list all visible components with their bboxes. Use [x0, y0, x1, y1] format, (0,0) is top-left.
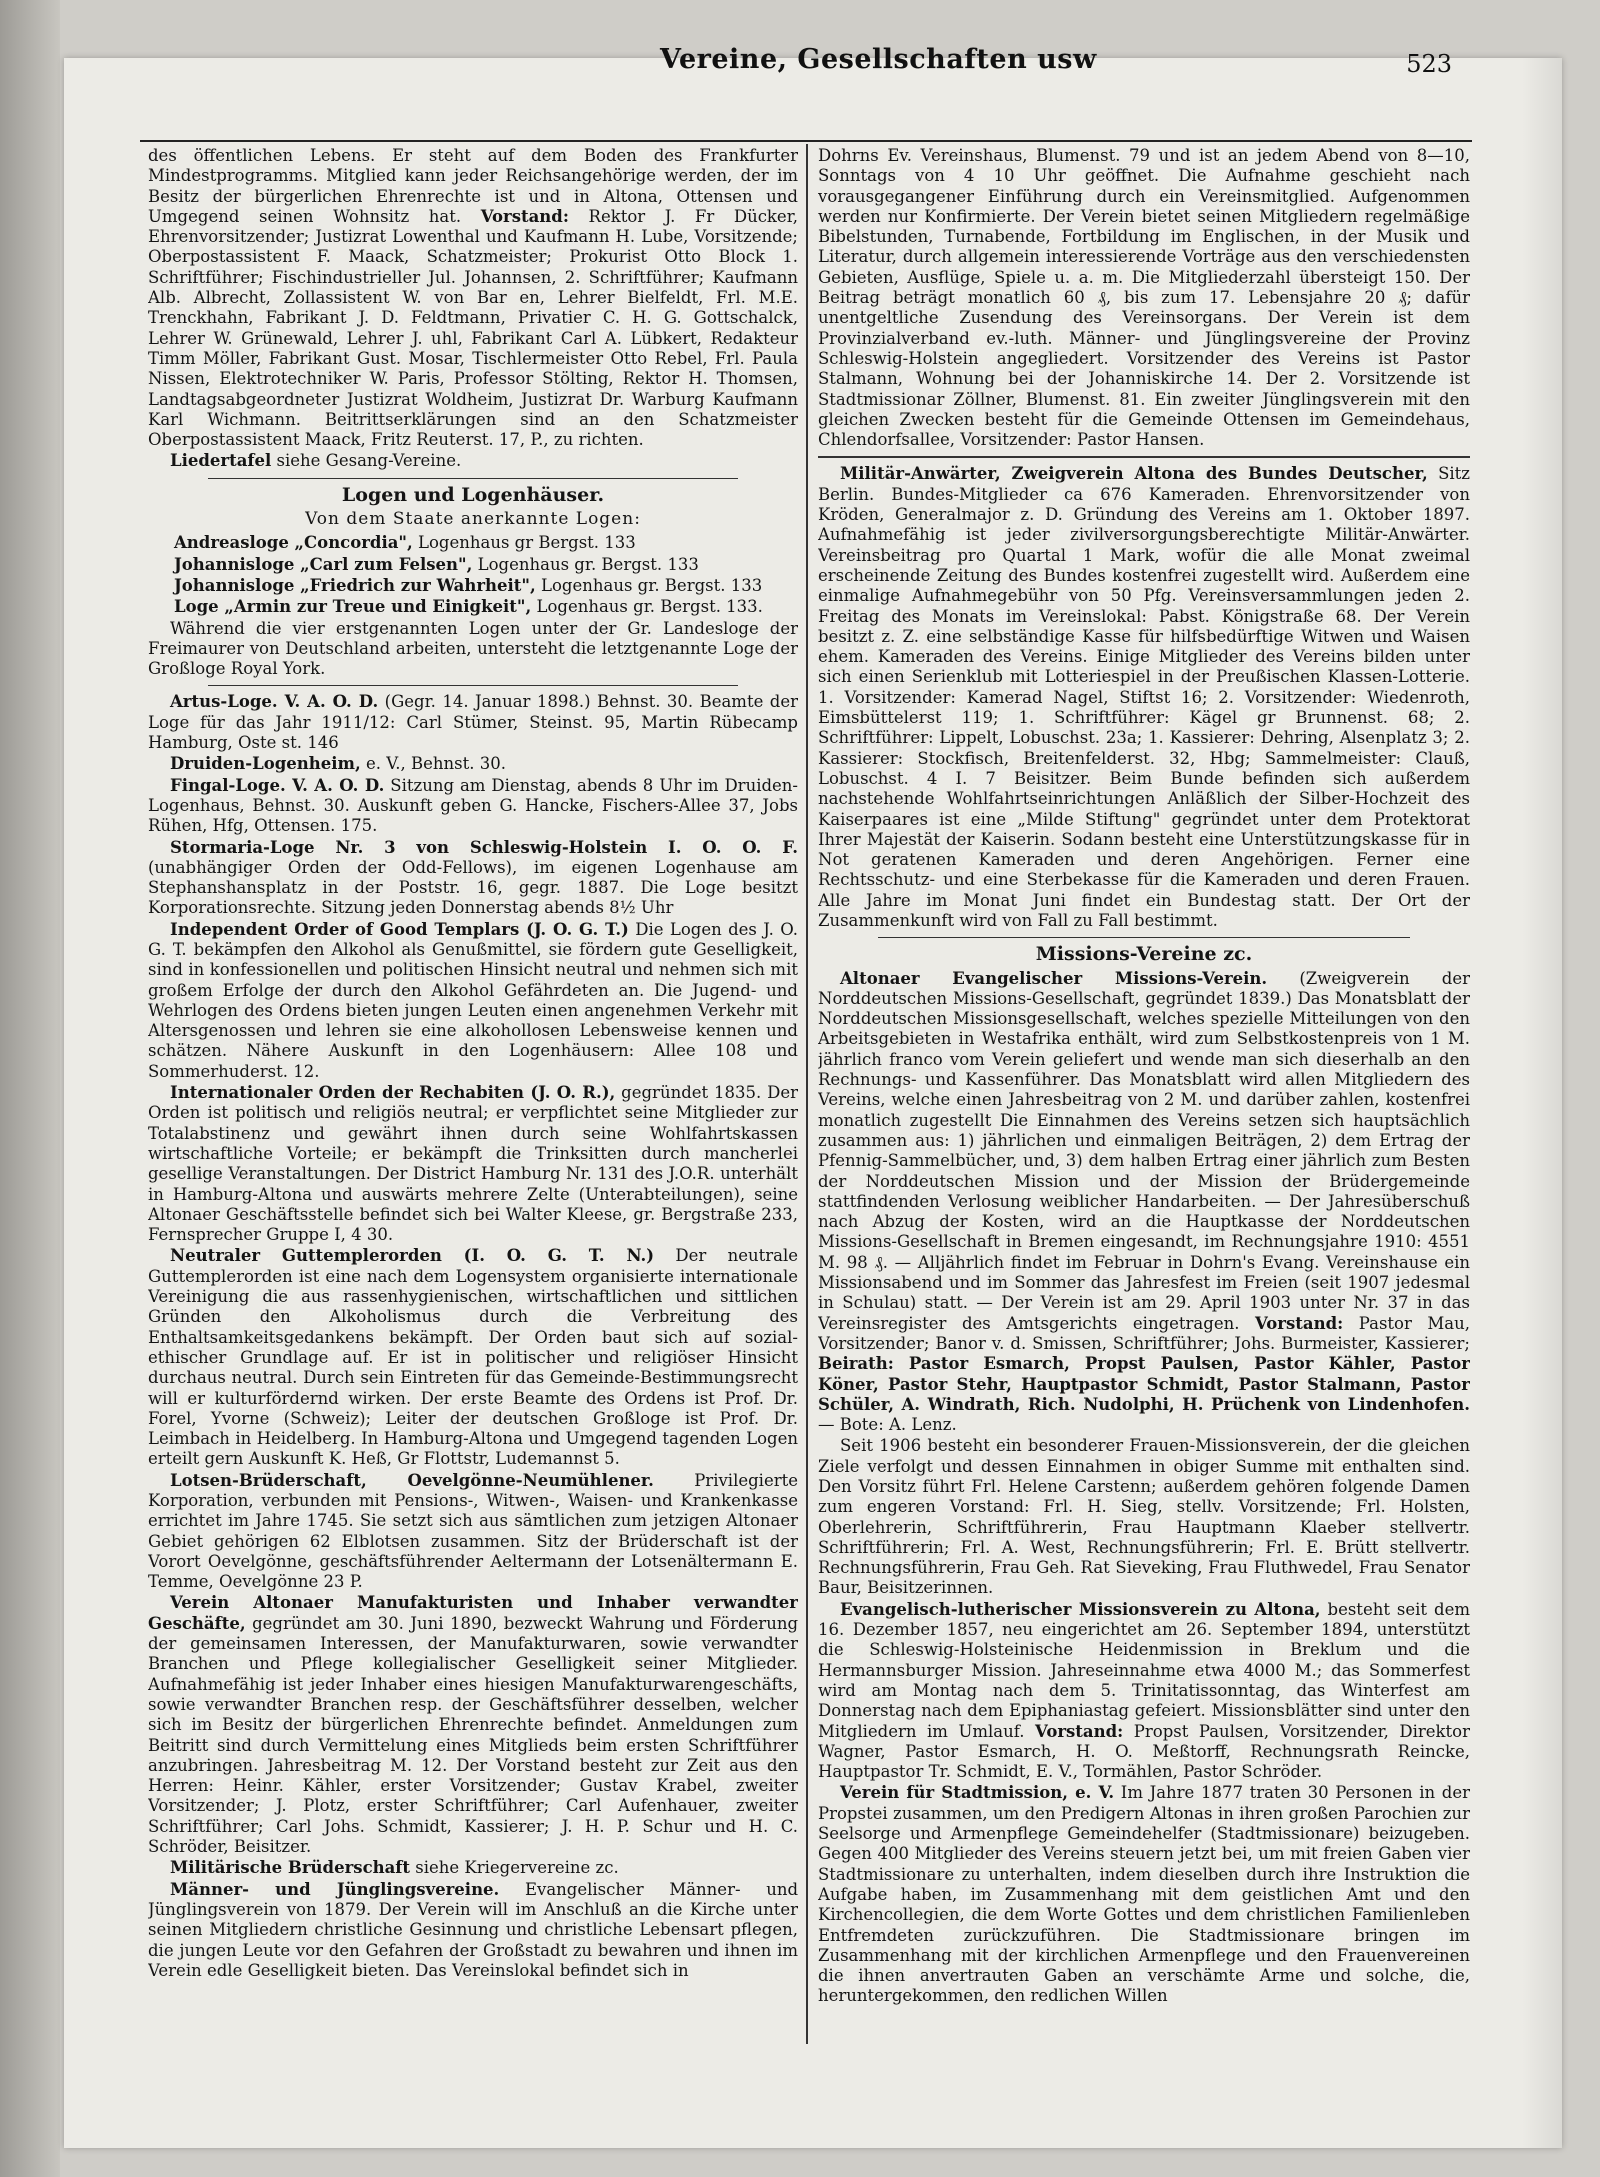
divider [208, 685, 738, 686]
divider [878, 937, 1410, 938]
section-heading-logen: Logen und Logenhäuser. [341, 483, 605, 506]
divider [818, 456, 1470, 458]
entry-militaer-anwaerter: Militär-Anwärter, Zweigverein Altona des Bundes Deutscher, Sitz Berlin. Bundes-Mitglieder ca 676 Kameraden. Ehrenvorsitzender von Kröden, Generalmajor z. D. Gründung des Vereins am 1. Oktober 1897. Aufnahmefähig ist jeder zivilversorgungsberechtigte Militär-Anwärter. Vereinsbeitrag pro Quartal 1 Mark, wofür die alle Monat zweimal erscheinende Zeitung des Bundes kostenfrei zugestellt wird. Außerdem eine einmalige Aufnahmegebühr von 50 Pfg. Vereinsversammlungen jeden 2. Freitag des Monats im Vereinslokal: Pabst. Königstraße 68. Der Verein besitzt z. Z. eine selbständige Kasse für hilfsbedürftige Witwen und Waisen ehem. Kameraden des Vereins. Einige Mitglieder des Vereins bilden unter sich einen Serienklub mit Lotteriespiel in der Preußischen Klassen-Lotterie. 1. Vorsitzender: Kamerad Nagel, Stiftst 16; 2. Vorsitzender: Wiedenroth, Eimsbüttelerst 119; 1. Schriftführer: Kägel gr Brunnenst. 68; 2. Schriftführer: Lippelt, Lobuschst. 23a; 1. Kassierer: Dehring, Alsenplatz 3; 2. Kassierer: Stockfisch, Breitenfelderst. 32, Hbg; Sammelmeister: Clauß, Lobuschst. 4 I. 7 Beisitzer. Beim Bunde befinden sich außerdem nachstehende Wohlfahrtseinrichtungen Anläßlich der Silber-Hochzeit des Kaiserpaares ist eine „Milde Stiftung" gegründet unter dem Protektorat Ihrer Majestät der Kaiserin. Sodann besteht eine Unterstützungskasse für in Not geratenen Kameraden und deren Angehörigen. Ferner eine Rechtsschutz- und eine Sterbekasse für die Kameraden und deren Frauen. Alle Jahre im Monat Juni findet ein Bundestag statt. Der Ort der Zusammenkunft wird von Fall zu Fall bestimmt. [818, 464, 1470, 930]
paragraph: Dohrns Ev. Vereinshaus, Blumenst. 79 und ist an jedem Abend von 8—10, Sonntags von 4 10 Uhr geöffnet. Die Aufnahme geschieht nach vorausgegangener Einführung durch ein Vereinsmitglied. Aufgenommen werden nur Konfirmierte. Der Verein bietet seinen Mitgliedern regelmäßige Bibelstunden, Turnabende, Fortbildung im Englischen, in der Musik und Literatur, durch allgemein interessierende Vorträge aus den verschiedensten Gebieten, Ausflüge, Spiele u. a. m. Die Mitgliederzahl übersteigt 150. Der Beitrag beträgt monatlich 60 ₰, bis zum 17. Lebensjahre 20 ₰; dafür unentgeltliche Zusendung des Vereinsorgans. Der Verein ist dem Provinzialverband ev.-luth. Männer- und Jünglingsvereine der Provinz Schleswig-Holstein angegliedert. Vorsitzender des Vereins ist Pastor Stalmann, Wohnung bei der Johanniskirche 14. Der 2. Vorsitzende ist Stadtmissionar Zöllner, Blumenst. 81. Ein zweiter Jünglingsverein mit den gleichen Zwecken besteht für die Gemeinde Ottensen im Gemeindehaus, Chlendorfsallee, Vorsitzender: Pastor Hansen. [818, 146, 1470, 450]
section-subheading: Von dem Staate anerkannte Logen: [305, 509, 641, 530]
entry-manufakturisten: Verein Altonaer Manufakturisten und Inhaber verwandter Geschäfte, gegründet am 30. Juni 1890, bezweckt Wahrung und Förderung der gemeinsamen Interessen, der Manufakturwaren, sowie verwandter Branchen und Pflege kollegialischer Geselligkeit seiner Mitglieder. Aufnahmefähig ist jeder Inhaber eines hiesigen Manufakturwarengeschäfts, sowie verwandter Branchen resp. der Geschäftsführer desselben, welcher sich im Besitz der bürgerlichen Ehrenrechte befindet. Anmeldungen zum Beitritt sind durch Vermittelung eines Mitglieds beim ersten Schriftführer anzubringen. Jahresbeitrag M. 12. Der Vorstand besteht zur Zeit aus den Herren: Heinr. Kähler, erster Vorsitzender; Gustav Krabel, zweiter Vorsitzender; J. Plotz, erster Schriftführer; Carl Aufenhauer, zweiter Schriftführer; Carl Johs. Schmidt, Kassierer; J. H. P. Schur und H. C. Schröder, Beisitzer. [148, 1593, 798, 1857]
entry-fingal: Fingal-Loge. V. A. O. D. Sitzung am Dienstag, abends 8 Uhr im Druiden-Logenhaus, Behnst. 30. Auskunft geben G. Hancke, Fischers-Allee 37, Jobs Rühen, Hfg, Ottensen. 175. [148, 775, 798, 836]
left-column [148, 146, 798, 2146]
page-number: 523 [1406, 50, 1452, 78]
loge-entry: Johannisloge „Friedrich zur Wahrheit", Logenhaus gr. Bergst. 133 [174, 575, 763, 595]
book-binding [0, 0, 60, 2177]
entry-lotsen: Lotsen-Brüderschaft, Oevelgönne-Neumühlener. Privilegierte Korporation, verbunden mit Pensions-, Witwen-, Waisen- und Krankenkasse errichtet im Jahre 1745. Sie setzt sich aus sämtlichen zum jetzigen Altonaer Gebiet gehörigen 62 Elblotsen zusammen. Sitz der Brüderschaft ist der Vorort Oevelgönne, geschäftsführender Aeltermann der Lotsenältermann E. Temme, Oevelgönne 23 P. [148, 1470, 798, 1592]
entry-ev-luth-missionsverein: Evangelisch-lutherischer Missionsverein zu Altona, besteht seit dem 16. Dezember 1857, neu eingerichtet am 26. September 1894, unterstützt die Schleswig-Holsteinische Heidenmission in Breklum und die Hermannsburger Mission. Jahreseinnahme etwa 4000 M.; das Sommerfest wird am Montag nach dem 5. Trinitatissonntag, das Winterfest am Donnerstag nach dem Epiphaniastag gefeiert. Missionsblätter sind unter den Mitgliedern im Umlauf. Vorstand: Propst Paulsen, Vorsitzender, Direktor Wagner, Pastor Esmarch, H. O. Meßtorff, Rechnungsrath Reincke, Hauptpastor Tr. Schmidt, E. V., Tormählen, Pastor Schröder. [818, 1599, 1470, 1782]
entry-druiden: Druiden-Logenheim, e. V., Behnst. 30. [170, 754, 506, 774]
loge-entry: Andreasloge „Concordia", Logenhaus gr Bergst. 133 [174, 533, 636, 553]
entry-good-templars: Independent Order of Good Templars (J. O. G. T.) Die Logen des J. O. G. T. bekämpfen den Alkohol als Genußmittel, sie fördern gute Geselligkeit, sind in konfessionellen und politischen Hinsicht neutral und nehmen sich mit großem Erfolge der durch den Alkohol Gefährdeten an. Die Jugend- und Wehrlogen des Ordens bieten jungen Leuten einen angenehmen Verkehr mit Altersgenossen und lehren sie eine alkohollosen Lebensweise kennen und schätzen. Nähere Auskunft in den Logenhäusern: Allee 108 und Sommerhuderst. 12. [148, 919, 798, 1081]
divider [208, 478, 738, 479]
paragraph: Während die vier erstgenannten Logen unter der Gr. Landesloge der Freimaurer von Deutschland arbeiten, untersteht die letztgenannte Loge der Großloge Royal York. [148, 618, 798, 679]
entry-guttempler: Neutraler Guttemplerorden (I. O. G. T. N.) Der neutrale Guttemplerorden ist eine nach dem Logensystem organisierte internationale Vereinigung die aus rassenhygienischen, wirtschaftlichen und sittlichen Gründen den Alkoholismus durch die Verbreitung des Enthaltsamkeitsgedankens bekämpft. Der Orden baut sich auf sozial-ethischer Grundlage auf. Er ist in politischer und religiöser Hinsicht durchaus neutral. Durch sein Eintreten für das Gemeinde-Bestimmungsrecht will er kulturfördernd wirken. Der erste Beamte des Ordens ist Prof. Dr. Forel, Yvorne (Schweiz); Leiter der deutschen Großloge ist Prof. Dr. Leimbach in Heidelberg. In Hamburg-Altona und Umgegend tagenden Logen erteilt gern Auskunft K. Heß, Gr Flottstr, Ludemannst 5. [148, 1246, 798, 1469]
right-column [818, 146, 1470, 2146]
entry-stormaria: Stormaria-Loge Nr. 3 von Schleswig-Holstein I. O. O. F. (unabhängiger Orden der Odd-Fellows), im eigenen Logenhause am Stephanshansplatz in der Poststr. 16, gegr. 1887. Die Loge besitzt Korporationsrechte. Sitzung jeden Donnerstag abends 8½ Uhr [148, 837, 798, 918]
column-divider [806, 144, 808, 2044]
entry-maennervereine: Männer- und Jünglingsvereine. Evangelischer Männer- und Jünglingsverein von 1879. Der Verein will im Anschluß an die Kirche unter seinen Mitgliedern christliche Gesinnung und christliche Lebensart pflegen, die jungen Leute vor den Gefahren der Großstadt zu bewahren und ihnen im Verein edle Geselligkeit bieten. Das Vereinslokal befindet sich in [148, 1879, 798, 1980]
entry-rechabiten: Internationaler Orden der Rechabiten (J. O. R.), gegründet 1835. Der Orden ist politisch und religiös neutral; er verpflichtet seine Mitglieder zur Totalabstinenz und gewährt ihnen durch seine Wohlfahrtskassen wirtschaftliche Vorteile; er bekämpft die Trinksitten durch mancherlei gesellige Veranstaltungen. Der District Hamburg Nr. 131 des J.O.R. unterhält in Hamburg-Altona und auswärts mehrere Zelte (Unterabteilungen), seine Altonaer Geschäftsstelle befindet sich bei Walter Kleese, gr. Bergstraße 233, Fernsprecher Gruppe I, 4 30. [148, 1083, 798, 1245]
entry-militaerische-bruederschaft: Militärische Brüderschaft siehe Kriegervereine zc. [170, 1858, 619, 1878]
section-heading-mission: Missions-Vereine zc. [1035, 943, 1253, 966]
entry-missions-verein: Altonaer Evangelischer Missions-Verein. (Zweigverein der Norddeutschen Missions-Gesellschaft, gegründet 1839.) Das Monatsblatt der Norddeutschen Missionsgesellschaft, welches spezielle Mitteilungen von den Arbeitsgebieten in Westafrika enthält, wird zum Selbstkostenpreis von 1 M. jährlich franco vom Verein geliefert und wende man sich dieserhalb an den Rechnungs- und Kassenführer. Das Monatsblatt wird allen Mitgliedern des Vereins, welche einen Jahresbeitrag von 2 M. und darüber zahlen, kostenfrei monatlich zugestellt Die Einnahmen des Vereins setzen sich hauptsächlich zusammen aus: 1) jährlichen und einmaligen Beiträgen, 2) dem Ertrag der Pfennig-Sammelbücher, und, 3) dem halben Ertrag einer jährlich zum Besten der Norddeutschen Mission und der Mission der Brüdergemeinde stattfindenden Verlosung weiblicher Handarbeiten. — Der Jahresüberschuß nach Abzug der Kosten, wird an die Hauptkasse der Norddeutschen Missions-Gesellschaft in Bremen eingesandt, im Rechnungsjahre 1910: 4551 M. 98 ₰. — Alljährlich findet im Februar in Dohrn's Evang. Vereinshause ein Missionsabend und im Sommer das Jahresfest im Freien (seit 1907 jedesmal in Schulau) statt. — Der Verein ist am 29. April 1903 unter Nr. 37 in das Vereinsregister des Amtsgerichts eingetragen. Vorstand: Pastor Mau, Vorsitzender; Banor v. d. Smissen, Schriftführer; Johs. Burmeister, Kassierer; Beirath: Pastor Esmarch, Propst Paulsen, Pastor Kähler, Pastor Köner, Pastor Stehr, Hauptpastor Schmidt, Pastor Stalmann, Pastor Schüler, A. Windrath, Rich. Nudolphi, H. Prüchenk von Lindenhofen. — Bote: A. Lenz. [818, 968, 1470, 1435]
loge-entry: Loge „Armin zur Treue und Einigkeit", Logenhaus gr. Bergst. 133. [174, 597, 763, 617]
entry-liedertafel: Liedertafel siehe Gesang-Vereine. [170, 451, 462, 471]
paragraph: des öffentlichen Lebens. Er steht auf dem Boden des Frankfurter Mindestprogramms. Mitglied kann jeder Reichsangehörige werden, der im Besitz der bürgerlichen Ehrenrechte ist und in Altona, Ottensen und Umgegend seinen Wohnsitz hat. Vorstand: Rektor J. Fr Dücker, Ehrenvorsitzender; Justizrat Lowenthal und Kaufmann H. Lube, Vorsitzende; Oberpostassistent F. Maack, Schatzmeister; Prokurist Otto Block 1. Schriftführer; Fischindustrieller Jul. Johannsen, 2. Schriftführer; Kaufmann Alb. Albrecht, Zollassistent W. von Bar en, Lehrer Bielfeldt, Frl. M.E. Trenckhahn, Fabrikant J. D. Feldtmann, Privatier C. H. G. Gottschalck, Lehrer W. Grünewald, Lehrer J. uhl, Fabrikant Carl A. Lübkert, Redakteur Timm Möller, Fabrikant Gust. Mosar, Tischlermeister Otto Rebel, Frl. Paula Nissen, Elektrotechniker W. Paris, Professor Stölting, Rektor H. Thomsen, Landtagsabgeordneter Justizrat Woldheim, Justizrat Dr. Warburg Kaufmann Karl Wichmann. Beitrittserklärungen sind an den Schatzmeister Oberpostassistent Maack, Fritz Reuterst. 17, P., zu richten. [148, 146, 798, 450]
entry-artus-loge: Artus-Loge. V. A. O. D. (Gegr. 14. Januar 1898.) Behnst. 30. Beamte der Loge für das Jahr 1911/12: Carl Stümer, Steinst. 95, Martin Rübecamp Hamburg, Oste st. 146 [148, 692, 798, 753]
loge-entry: Johannisloge „Carl zum Felsen", Logenhaus gr. Bergst. 133 [174, 554, 699, 574]
entry-frauen-missionsverein: Seit 1906 besteht ein besonderer Frauen-Missionsverein, der die gleichen Ziele verfolgt und dessen Einnahmen in obiger Summe mit enthalten sind. Den Vorsitz führt Frl. Helene Carstenn; außerdem gehören folgende Damen zum engeren Vorstand: Frl. H. Sieg, stellv. Vorsitzende; Frl. Holsten, Oberlehrerin, Schriftführerin, Frau Hauptmann Klaeber stellvertr. Schriftführerin; Frl. A. West, Rechnungsführerin; Frl. E. Brütt stellvertr. Rechnungsführerin, Frau Geh. Rat Sieveking, Frau Fluthwedel, Frau Senator Baur, Beisitzerinnen. [818, 1436, 1470, 1598]
running-head: Vereine, Gesellschaften usw [660, 44, 1097, 75]
header-rule [140, 140, 1472, 142]
entry-stadtmission: Verein für Stadtmission, e. V. Im Jahre 1877 traten 30 Personen in der Propstei zusammen, um den Predigern Altonas in ihren großen Parochien zur Seelsorge und Armenpflege Gemeindehelfer (Stadtmissionare) beizugeben. Gegen 400 Mitglieder des Vereins steuern jetzt bei, um mit freien Gaben vier Stadtmissionare zu unterhalten, indem dieselben durch ihre Instruktion die Aufgabe haben, im Zusammenhang mit dem geistlichen Amt und den Kirchencollegien, die dem Worte Gottes und dem christlichen Familienleben Entfremdeten zurückzuführen. Die Stadtmissionare bringen im Zusammenhang mit der kirchlichen Armenpflege und den Frauenvereinen die ihnen anvertrauten Gaben an verschämte Arme und solche, die, heruntergekommen, den redlichen Willen [818, 1783, 1470, 2006]
